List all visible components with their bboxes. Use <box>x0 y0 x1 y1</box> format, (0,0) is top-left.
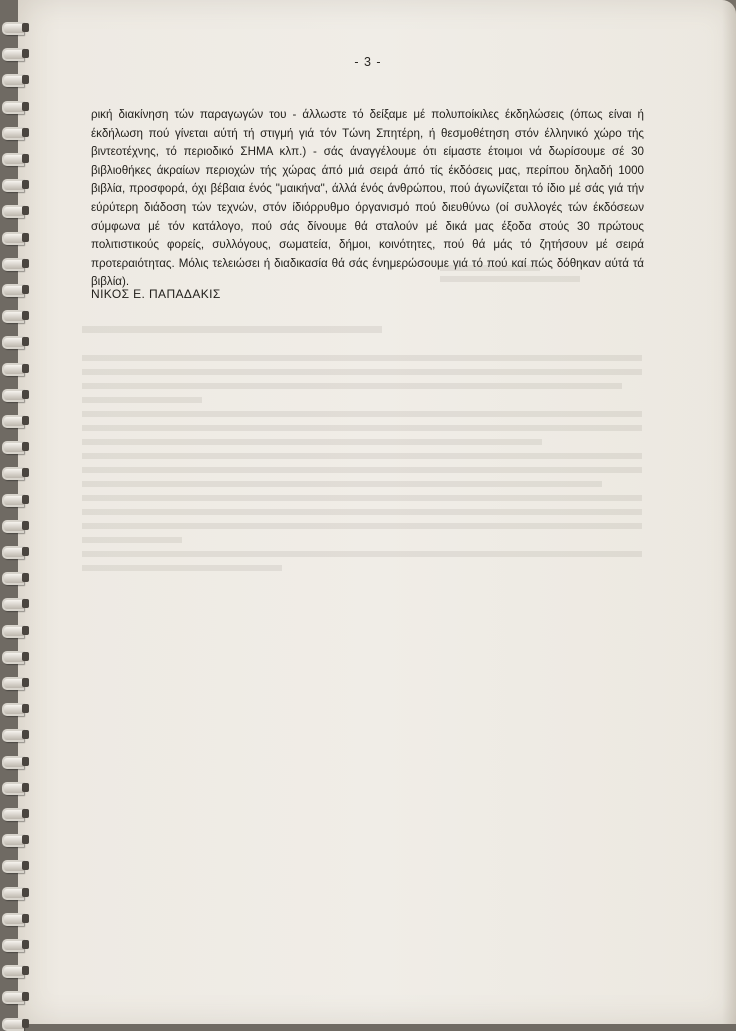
binding-ring <box>2 860 24 873</box>
binding-ring <box>2 520 24 533</box>
binding-ring <box>2 677 24 690</box>
binding-ring <box>2 991 24 1004</box>
binding-ring <box>2 598 24 611</box>
binding-ring <box>2 232 24 245</box>
binding-hole <box>22 1019 29 1028</box>
binding-hole <box>22 259 29 268</box>
binding-ring <box>2 389 24 402</box>
binding-ring <box>2 415 24 428</box>
binding-hole <box>22 888 29 897</box>
binding-hole <box>22 914 29 923</box>
body-paragraph: ρική διακίνηση τών παραγωγών του - άλλωστε τό δείξαμε μέ πολυποίκιλες έκδηλώσεις (όπως είναι ή έκδήλωση πού γίνεται αύτή τή στιγμή γιά τόν Τώνη Σπητέρη, ή θεσμοθέτηση στόν έλληνικό χώρο τής βιντεοτέχνης, τό περιοδικό ΣΗΜΑ κλπ.) - σάς άναγγέλουμε ότι είμαστε έτοιμοι νά δωρίσουμε σέ 30 βιβλιοθήκες άκραίων περιοχών τής χώρας άπό μιά σειρά άπό τίς έκδόσεις μας, περίπου δηλαδή 1000 βιβλία, προσφορά, όχι βέβαια ένός "μαικήνα", άλλά ένός άνθρώπου, πού άγωνίζεται τό ίδιο μέ σάς γιά τήν εύρύτερη διάδοση τών τεχνών, στόν ίδιόρρυθμο όργανισμό πού διευθύνω (οί συλλογές τών έκδόσεων σύμφωνα μέ τόν κατάλογο, πού σάς δίνουμε θά σταλούν μέ δικά μας έξοδα στούς 30 πρώτους πολιτιστικούς φορείς, συλλόγους, σωματεία, δήμοι, κοινότητες, πού θά μάς τό ζητήσουν μέ σειρά προτεραιότητας. Μόλις τελειώσει ή διαδικασία θά σάς ένημερώσουμε γιά τό πού καί πώς δόθηκαν αύτά τά βιβλία). <box>91 108 644 289</box>
binding-ring <box>2 756 24 769</box>
binding-hole <box>22 75 29 84</box>
binding-hole <box>22 337 29 346</box>
binding-ring <box>2 101 24 114</box>
binding-hole <box>22 468 29 477</box>
binding-ring <box>2 363 24 376</box>
binding-hole <box>22 730 29 739</box>
binding-hole <box>22 233 29 242</box>
binding-ring <box>2 22 24 35</box>
binding-ring <box>2 808 24 821</box>
binding-ring <box>2 913 24 926</box>
binding-hole <box>22 678 29 687</box>
binding-hole <box>22 521 29 530</box>
binding-ring <box>2 572 24 585</box>
bleed-through-block <box>82 316 642 656</box>
binding-ring <box>2 467 24 480</box>
binding-ring <box>2 179 24 192</box>
bleed-through-text <box>440 260 640 290</box>
binding-hole <box>22 966 29 975</box>
binding-ring <box>2 494 24 507</box>
binding-hole <box>22 311 29 320</box>
binding-hole <box>22 154 29 163</box>
binding-hole <box>22 364 29 373</box>
binding-hole <box>22 547 29 556</box>
binding-hole <box>22 23 29 32</box>
binding-ring <box>2 703 24 716</box>
binding-hole <box>22 861 29 870</box>
binding-ring <box>2 284 24 297</box>
binding-hole <box>22 704 29 713</box>
binding-ring <box>2 887 24 900</box>
binding-ring <box>2 782 24 795</box>
spiral-binding <box>0 0 30 1024</box>
binding-ring <box>2 258 24 271</box>
binding-ring <box>2 1018 24 1031</box>
author-signature: ΝΙΚΟΣ Ε. ΠΑΠΑΔΑΚΙΣ <box>91 287 221 301</box>
binding-ring <box>2 651 24 664</box>
binding-ring <box>2 441 24 454</box>
binding-hole <box>22 573 29 582</box>
binding-ring <box>2 336 24 349</box>
binding-hole <box>22 442 29 451</box>
binding-hole <box>22 809 29 818</box>
binding-hole <box>22 495 29 504</box>
binding-hole <box>22 757 29 766</box>
binding-hole <box>22 626 29 635</box>
binding-ring <box>2 834 24 847</box>
binding-ring <box>2 939 24 952</box>
binding-ring <box>2 310 24 323</box>
binding-hole <box>22 599 29 608</box>
binding-hole <box>22 180 29 189</box>
binding-hole <box>22 940 29 949</box>
binding-hole <box>22 102 29 111</box>
binding-ring <box>2 153 24 166</box>
binding-ring <box>2 965 24 978</box>
binding-hole <box>22 652 29 661</box>
binding-ring <box>2 74 24 87</box>
binding-hole <box>22 390 29 399</box>
binding-hole <box>22 835 29 844</box>
binding-ring <box>2 205 24 218</box>
binding-hole <box>22 416 29 425</box>
binding-ring <box>2 127 24 140</box>
page-number: - 3 - <box>354 55 382 69</box>
binding-hole <box>22 128 29 137</box>
binding-ring <box>2 546 24 559</box>
binding-ring <box>2 729 24 742</box>
binding-ring <box>2 625 24 638</box>
binding-hole <box>22 992 29 1001</box>
binding-hole <box>22 783 29 792</box>
binding-hole <box>22 206 29 215</box>
binding-hole <box>22 285 29 294</box>
